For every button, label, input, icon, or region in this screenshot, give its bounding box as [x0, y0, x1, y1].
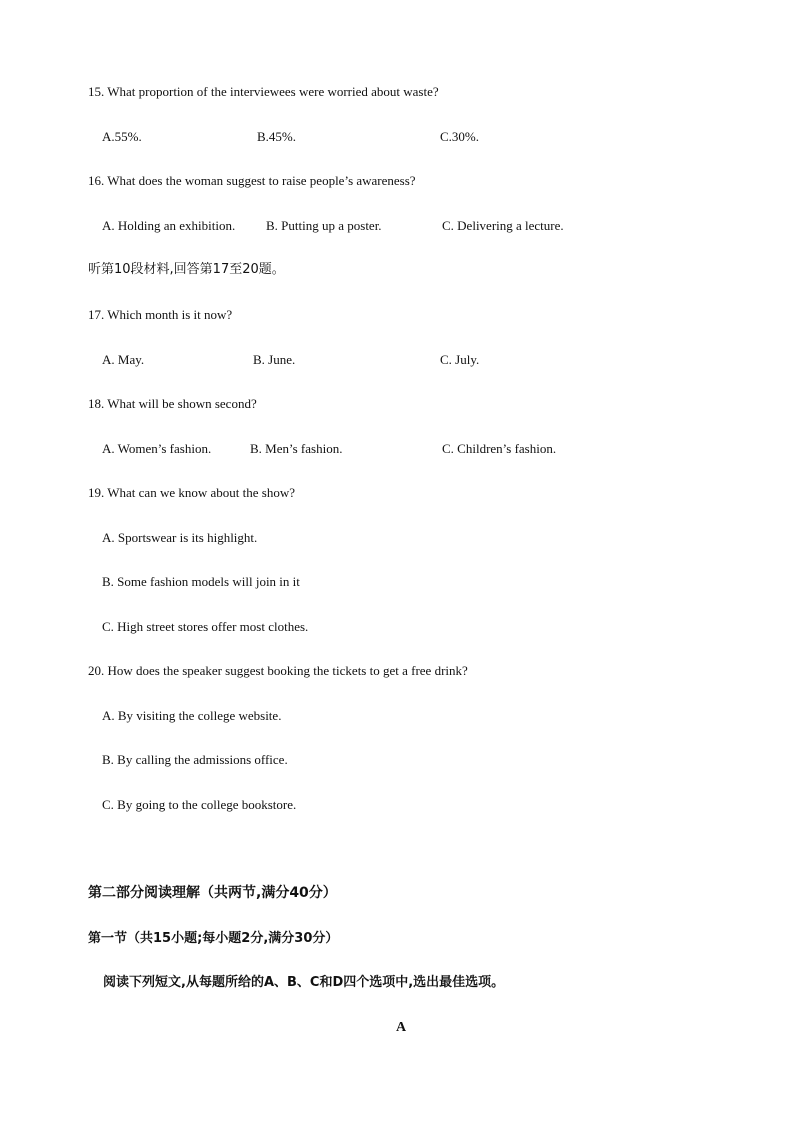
q15-option-b: B.45%.	[257, 129, 296, 144]
q17-option-c: C. July.	[440, 352, 480, 367]
question-17-stem: 17. Which month is it now?	[88, 307, 233, 322]
question-18-stem: 18. What will be shown second?	[88, 396, 257, 411]
q19-option-b: B. Some fashion models will join in it	[102, 574, 300, 589]
question-15-stem: 15. What proportion of the interviewees were worried about waste?	[88, 84, 439, 99]
q16-option-a: A. Holding an exhibition.	[102, 218, 236, 233]
q15-option-c: C.30%.	[440, 129, 479, 144]
reading-part-title: 第二部分阅读理解（共两节,满分40分）	[88, 885, 337, 901]
q19-option-a: A. Sportswear is its highlight.	[102, 530, 258, 545]
passage-label: A	[396, 1020, 407, 1035]
q15-option-a: A.55%.	[102, 129, 142, 144]
q18-option-b: B. Men’s fashion.	[250, 441, 343, 456]
q20-option-b: B. By calling the admissions office.	[102, 752, 288, 767]
q19-option-c: C. High street stores offer most clothes.	[102, 619, 309, 634]
question-16-stem: 16. What does the woman suggest to raise people’s awareness?	[88, 173, 416, 188]
q18-option-a: A. Women’s fashion.	[102, 441, 212, 456]
q18-option-c: C. Children’s fashion.	[442, 441, 557, 456]
q16-option-c: C. Delivering a lecture.	[442, 218, 564, 233]
reading-section-title: 第一节（共15小题;每小题2分,满分30分）	[88, 931, 339, 946]
question-19-stem: 19. What can we know about the show?	[88, 485, 295, 500]
q17-option-b: B. June.	[253, 352, 296, 367]
question-20-stem: 20. How does the speaker suggest booking the tickets to get a free drink?	[88, 663, 468, 678]
q20-option-a: A. By visiting the college website.	[102, 708, 282, 723]
reading-instruction: 阅读下列短文,从每题所给的A、B、C和D四个选项中,选出最佳选项。	[103, 975, 505, 990]
q16-option-b: B. Putting up a poster.	[266, 218, 382, 233]
q17-option-a: A. May.	[102, 352, 145, 367]
section-10-instruction: 听第10段材料,回答第17至20题。	[88, 262, 285, 277]
q20-option-c: C. By going to the college bookstore.	[102, 797, 297, 812]
